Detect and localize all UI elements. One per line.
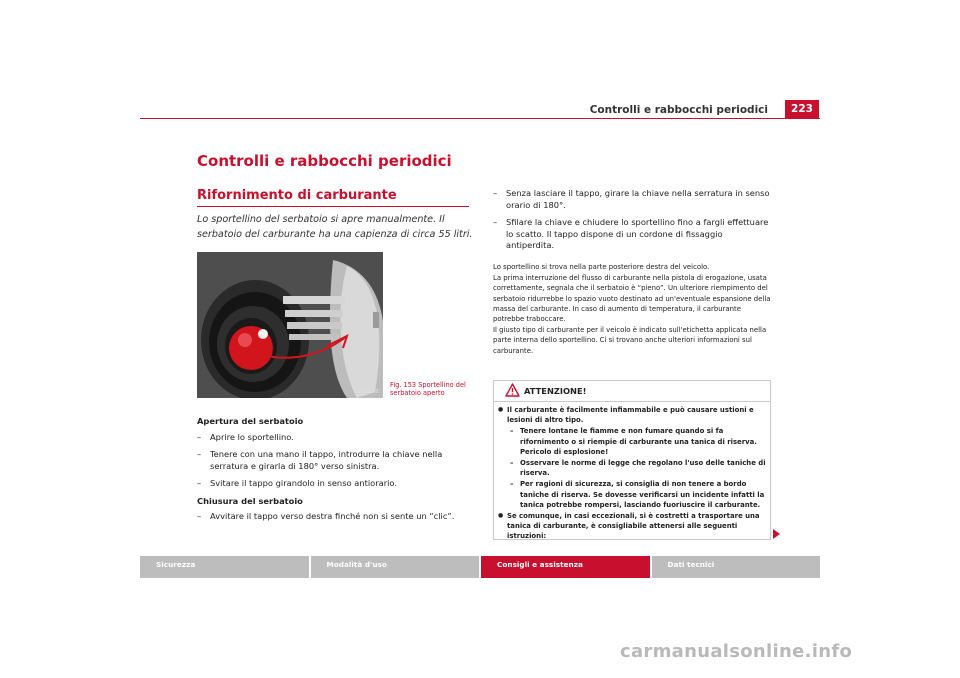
warning-bullet: ● Il carburante è facilmente infiammabile e può causare ustioni e lesioni di altro tipo. <box>498 405 766 425</box>
section-title: Rifornimento di carburante <box>197 188 397 203</box>
warning-title: ATTENZIONE! <box>524 386 587 396</box>
warning-dash-item: – Osservare le norme di legge che regolano l'uso delle taniche di riserva. <box>498 458 766 478</box>
opening-step: – Svitare il tappo girandolo in senso antiorario. <box>197 478 475 490</box>
note-paragraph: Lo sportellino si trova nella parte posteriore destra del veicolo. <box>493 263 710 271</box>
section-intro: Lo sportellino del serbatoio si apre manualmente. Il serbatoio del carburante ha una capienza di circa 55 litri. <box>197 214 473 240</box>
closing-step: – Avvitare il tappo verso destra finché non si sente un “clic”. <box>197 511 475 523</box>
header-rule <box>140 118 820 119</box>
continue-arrow-icon <box>773 529 780 539</box>
footer-tabs <box>140 556 820 578</box>
closing-heading: Chiusura del serbatoio <box>197 495 303 506</box>
warning-dash-item: – Tenere lontane le fiamme e non fumare quando si fa rifornimento o si riempie di carburante una tanica di riserva. Pericolo di esplosione! <box>498 426 766 457</box>
chapter-title: Controlli e rabbocchi periodici <box>197 152 452 170</box>
warning-triangle-icon <box>505 383 520 397</box>
warning-dash-item: – Per ragioni di sicurezza, si consiglia di non tenere a bordo taniche di riserva. Se dovesse verificarsi un incidente infatti la tanica potrebbe rompersi, lasciando fuoriuscire il carburante. <box>498 479 766 510</box>
opening-step: – Aprire lo sportellino. <box>197 432 475 444</box>
note-paragraph: Il giusto tipo di carburante per il veicolo è indicato sull'etichetta applicata nella parte interna dello sportellino. Ci si trovano anche ulteriori informazioni sul carburante. <box>493 326 767 355</box>
notes <box>493 262 771 357</box>
instructions-left <box>197 416 475 529</box>
page-number: 223 <box>785 100 819 119</box>
note-paragraph: La prima interruzione del flusso di carburante nella pistola di erogazione, usata correttamente, segnala che il serbatoio è “pieno”. Un ulteriore riempimento del serbatoio ridurrebbe lo spazio vuoto destinato ad un'eventuale espansione della massa del carburante. In caso di aumento di temperatura, il carburante potrebbe traboccare. <box>493 274 771 324</box>
warning-body <box>494 405 770 543</box>
footer-tab-modalita-uso[interactable]: Modalità d'uso <box>311 556 480 578</box>
section-rule <box>197 206 469 207</box>
opening-heading: Apertura del serbatoio <box>197 416 304 426</box>
closing-step: – Sfilare la chiave e chiudere lo sportellino fino a fargli effettuare lo scatto. Il tappo dispone di un cordone di fissaggio antiperdita. <box>493 217 773 252</box>
footer-tab-consigli-assistenza[interactable]: Consigli e assistenza <box>481 556 650 578</box>
figure-code: B5P-0108 <box>355 389 380 395</box>
running-header-title: Controlli e rabbocchi periodici <box>589 104 768 116</box>
closing-step: – Senza lasciare il tappo, girare la chiave nella serratura in senso orario di 180°. <box>493 188 773 211</box>
warning-box <box>493 380 771 540</box>
instructions-right <box>493 188 773 258</box>
footer-tab-sicurezza[interactable]: Sicurezza <box>140 556 309 578</box>
warning-header <box>494 381 770 402</box>
watermark: carmanualsonline.info <box>620 641 853 662</box>
footer-tab-dati-tecnici[interactable]: Dati tecnici <box>652 556 821 578</box>
fuel-door-figure <box>197 252 383 398</box>
figure-caption: Fig. 153 Sportellino del serbatoio aperto <box>390 381 466 397</box>
opening-step: – Tenere con una mano il tappo, introdurre la chiave nella serratura e girarla di 180° verso sinistra. <box>197 449 475 472</box>
fuel-door-illustration <box>197 252 383 398</box>
warning-bullet: ● Se comunque, in casi eccezionali, si è costretti a trasportare una tanica di carburante, è consigliabile attenersi alle seguenti istruzioni: <box>498 511 766 542</box>
